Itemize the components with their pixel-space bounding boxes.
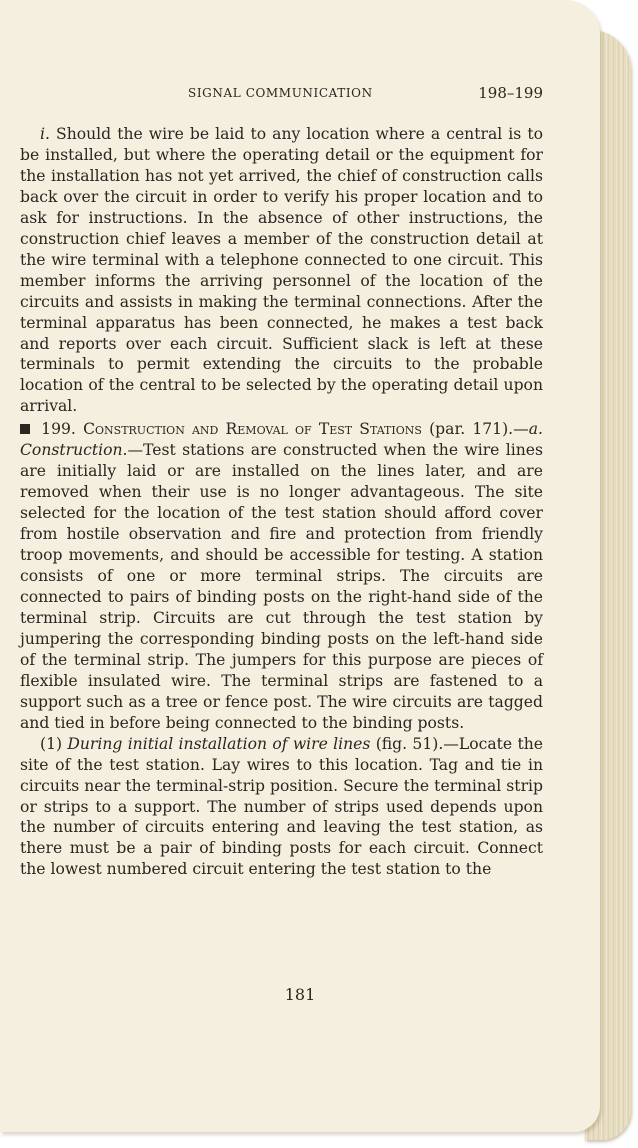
paragraph-i: [20, 124, 543, 417]
page-number: 181: [284, 985, 316, 1004]
section-number: 199.: [41, 420, 76, 439]
paragraph-text: Locate the site of the test station. Lay wires to this location. Tag and tie in circuits near the terminal-strip position. Secure the terminal strip or strips to a support. The number of strips used depends upon the number of circuits entering and leaving the test station, as there must be a pair of binding posts for each circuit. Connect the lowest numbered circuit entering the test station to the: [20, 734, 543, 879]
section-title: Construction and Removal of Test Stations: [83, 420, 422, 439]
subsection-label: a.: [528, 420, 543, 439]
dash: —: [127, 441, 144, 460]
section-text: Test stations are constructed when the wire lines are initially laid or are installed on the lines later, and are removed when their use is no longer advantageous. The site selected for the location of the test station should afford cover from hostile observation and fire and protection from friendly troop movements, and should be accessible for testing. A station consists of one or more terminal strips. The circuits are connected to pairs of binding posts on the right-hand side of the terminal strip. Circuits are cut through the test station by jumpering the corresponding binding posts on the left-hand side of the terminal strip. The jumpers for this purpose are pieces of flexible insulated wire. The terminal strips are fastened to a support such as a tree or fence post. The wire circuits are tagged and tied in before being connected to the binding posts.: [20, 441, 543, 732]
running-head: SIGNAL COMMUNICATION: [188, 86, 373, 100]
body-text: [20, 124, 543, 880]
section-marker-icon: [20, 424, 30, 434]
subsection-title: Construction.: [20, 441, 128, 460]
section-199: [20, 419, 543, 733]
paragraph-text: Should the wire be laid to any location where a central is to be installed, but where the operating detail or the equipment for the installation has not yet arrived, the chief of construction calls back over the circuit in order to verify his proper location and to ask for instructions. In the absence of other instructions, the construction chief leaves a member of the construction detail at the wire terminal with a telephone connected to one circuit. This member informs the arriving personnel of the location of the circuits and assists in making the terminal connections. After the terminal apparatus has been connected, he makes a test back and reports over each circuit. Sufficient slack is left at these terminals to permit extending the circuits to the probable location of the central to be selected by the operating detail upon arrival.: [20, 125, 543, 416]
figure-reference: (fig. 51).—: [375, 734, 459, 753]
par-reference: (par. 171).—: [429, 420, 529, 439]
paragraph-range: 198–199: [478, 84, 543, 102]
paragraph-label: i.: [40, 125, 50, 143]
page-header: [20, 86, 543, 108]
paragraph-1: [20, 734, 543, 881]
paragraph-title: During initial installation of wire lines: [67, 734, 371, 753]
paragraph-label: (1): [40, 734, 63, 753]
